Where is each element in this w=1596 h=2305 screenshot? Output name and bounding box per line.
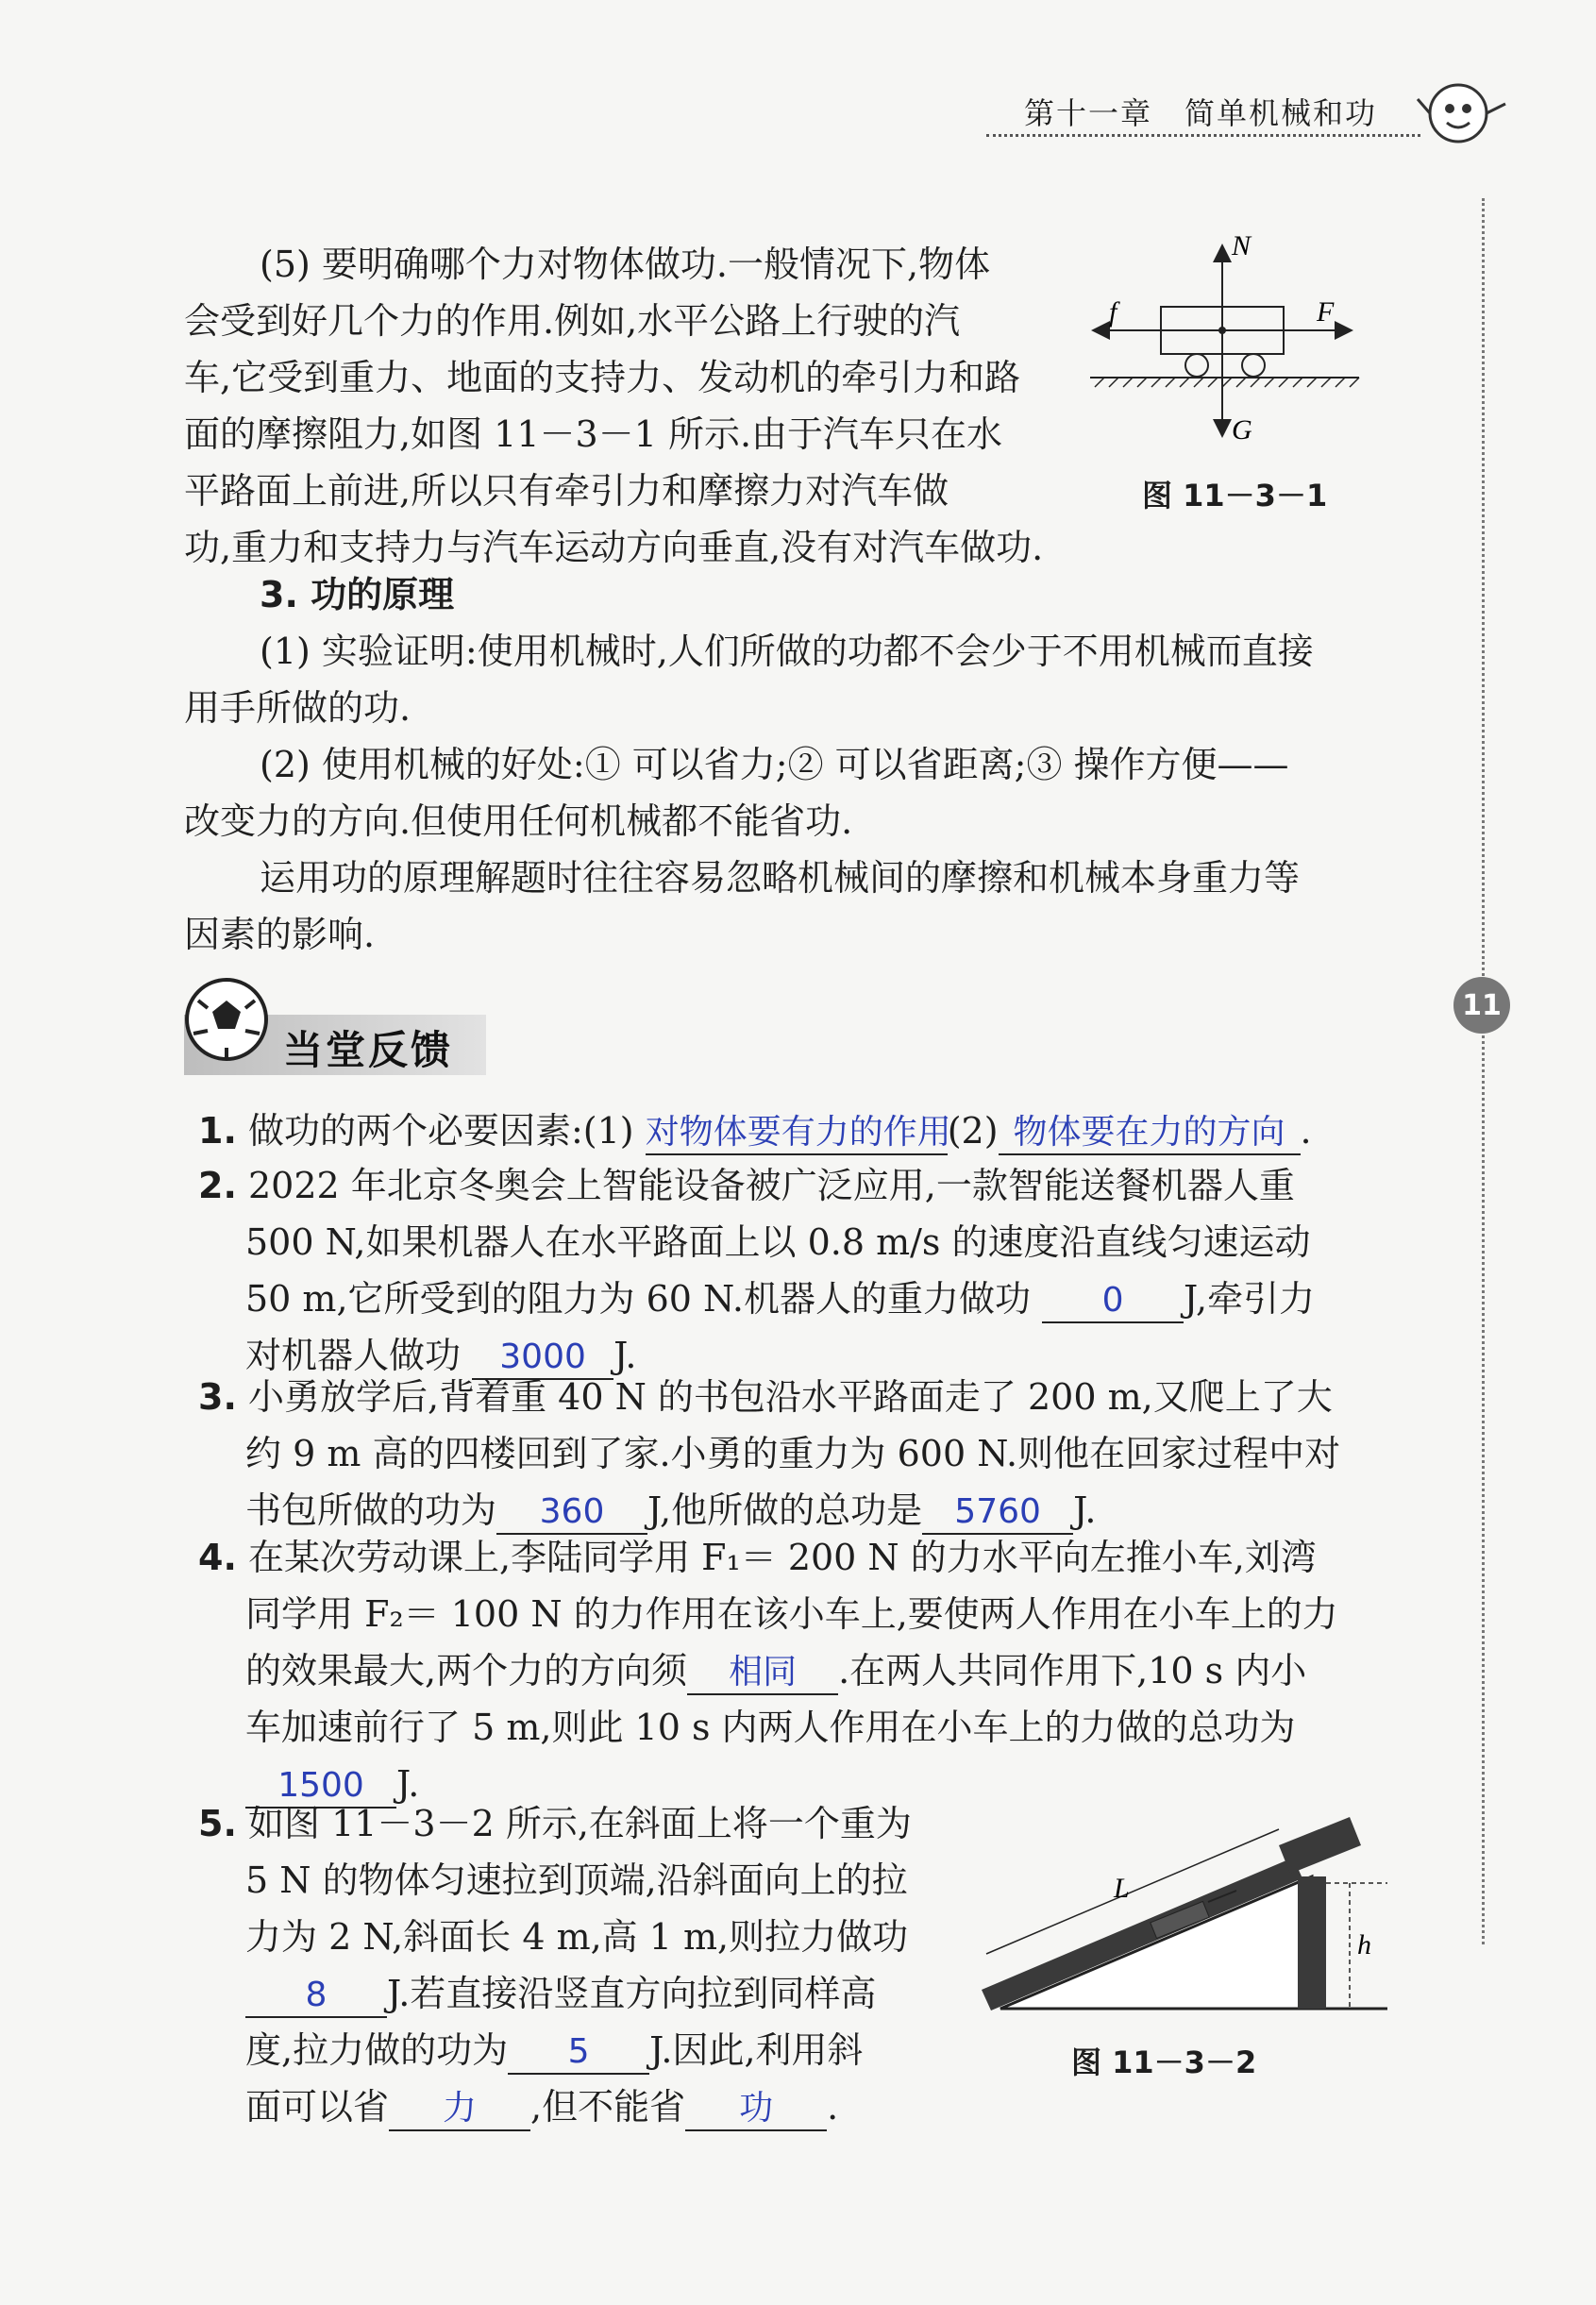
question-text: 对机器人做功	[245, 1335, 473, 1376]
question-text: 2022 年北京冬奥会上智能设备被广泛应用,一款智能送餐机器人重	[247, 1165, 1295, 1206]
answer-blank[interactable]: 对物体要有力的作用	[646, 1112, 948, 1155]
label-L: L	[1114, 1873, 1130, 1904]
question-text: 车加速前行了 5 m,则此 10 s 内两人作用在小车上的力做的总功为	[245, 1707, 1296, 1748]
chapter-title: 第十一章 简单机械和功	[1024, 95, 1378, 131]
question-text: 如图 11－3－2 所示,在斜面上将一个重为	[247, 1803, 912, 1844]
text-line: 因素的影响.	[184, 914, 376, 955]
question-text: 5 N 的物体匀速拉到顶端,沿斜面向上的拉	[245, 1859, 908, 1901]
question-text: 约 9 m 高的四楼回到了家.小勇的重力为 600 N.则他在回家过程中对	[245, 1433, 1341, 1474]
text-line: 车,它受到重力、地面的支持力、发动机的牵引力和路	[184, 357, 1021, 398]
question-text: 同学用 F₂＝ 100 N 的力作用在该小车上,要使两人作用在小车上的力	[245, 1593, 1338, 1635]
principle-paragraphs	[184, 623, 1314, 963]
question-2	[198, 1157, 1315, 1384]
question-number: 3.	[198, 1376, 237, 1418]
question-text: J.	[1073, 1489, 1097, 1531]
question-text: .	[1300, 1110, 1312, 1152]
question-text: 小勇放学后,背着重 40 N 的书包沿水平路面走了 200 m,又爬上了大	[247, 1376, 1333, 1418]
section-title: 当堂反馈	[283, 1027, 454, 1073]
text-line: 运用功的原理解题时往往容易忽略机械间的摩擦和机械本身重力等	[260, 857, 1301, 899]
question-number: 5.	[198, 1803, 237, 1844]
answer-blank[interactable]: 物体要在力的方向	[999, 1112, 1301, 1155]
question-text: 做功的两个必要因素:(1)	[247, 1110, 634, 1152]
question-5	[198, 1795, 912, 2135]
label-h: h	[1357, 1929, 1371, 1960]
question-4	[198, 1529, 1338, 1812]
text-line: (2) 使用机械的好处:① 可以省力;② 可以省距离;③ 操作方便——	[260, 744, 1289, 785]
text-line: 会受到好几个力的作用.例如,水平公路上行驶的汽	[184, 300, 961, 342]
soccer-ball-icon	[179, 972, 274, 1067]
text-line: 用手所做的功.	[184, 687, 412, 729]
text-line: 平路面上前进,所以只有牵引力和摩擦力对汽车做	[184, 470, 949, 512]
answer-blank[interactable]: 1500	[245, 1765, 396, 1809]
question-text: 书包所做的功为	[245, 1489, 497, 1531]
answer-blank[interactable]: 力	[389, 2088, 530, 2131]
answer-blank[interactable]: 0	[1042, 1280, 1184, 1323]
label-f: f	[1109, 296, 1117, 328]
answer-blank[interactable]: 360	[496, 1491, 647, 1535]
paragraph-5	[184, 236, 1043, 576]
question-number: 2.	[198, 1165, 237, 1206]
mascot-ball-icon	[1416, 71, 1510, 156]
figure-2-caption: 图 11－3－2	[1071, 2044, 1257, 2080]
question-text: 的效果最大,两个力的方向须	[245, 1650, 688, 1691]
answer-blank[interactable]: 功	[685, 2088, 827, 2131]
figure-car-forces	[1085, 236, 1369, 453]
question-text: 在某次劳动课上,李陆同学用 F₁＝ 200 N 的力水平向左推小车,刘湾	[247, 1537, 1317, 1578]
answer-blank[interactable]: 相同	[687, 1652, 838, 1695]
label-G: G	[1232, 414, 1252, 446]
question-text: J.	[613, 1335, 637, 1376]
page-number-badge: 11	[1453, 977, 1510, 1034]
label-F: F	[1317, 296, 1335, 328]
question-text: J.	[396, 1763, 420, 1805]
question-text: J,牵引力	[1184, 1278, 1316, 1320]
text-line: 面的摩擦阻力,如图 11－3－1 所示.由于汽车只在水	[184, 413, 1003, 455]
header-divider	[986, 134, 1420, 137]
label-N: N	[1232, 236, 1252, 261]
question-number: 4.	[198, 1537, 237, 1578]
question-text: 500 N,如果机器人在水平路面上以 0.8 m/s 的速度沿直线匀速运动	[245, 1221, 1311, 1263]
subsection-heading: 3. 功的原理	[260, 574, 455, 615]
text-line: 改变力的方向.但使用任何机械都不能省功.	[184, 800, 853, 842]
side-divider	[1482, 198, 1485, 1944]
answer-blank[interactable]: 5	[508, 2031, 649, 2075]
answer-blank[interactable]: 3000	[472, 1337, 613, 1380]
question-3	[198, 1369, 1340, 1539]
question-number: 1.	[198, 1110, 237, 1152]
question-text: J,他所做的总功是	[647, 1489, 923, 1531]
question-text: 50 m,它所受到的阻力为 60 N.机器人的重力做功	[245, 1278, 1043, 1320]
answer-blank[interactable]: 5760	[922, 1491, 1073, 1535]
text-line: 功,重力和支持力与汽车运动方向垂直,没有对汽车做功.	[184, 527, 1044, 568]
question-1	[198, 1102, 1312, 1159]
text-line: (5) 要明确哪个力对物体做功.一般情况下,物体	[260, 244, 991, 285]
question-text: (2)	[947, 1110, 999, 1152]
question-text: 面可以省	[245, 2086, 390, 2128]
question-text: ,但不能省	[530, 2086, 686, 2128]
question-text: .在两人共同作用下,10 s 内小	[838, 1650, 1307, 1691]
text-line: (1) 实验证明:使用机械时,人们所做的功都不会少于不用机械而直接	[260, 631, 1314, 672]
question-text: J.因此,利用斜	[649, 2029, 864, 2071]
question-text: 度,拉力做的功为	[245, 2029, 509, 2071]
figure-1-caption: 图 11－3－1	[1142, 478, 1328, 513]
figure-incline	[953, 1793, 1406, 2029]
question-text: .	[827, 2086, 839, 2128]
answer-blank[interactable]: 8	[245, 1975, 387, 2018]
question-text: 力为 2 N,斜面长 4 m,高 1 m,则拉力做功	[245, 1916, 909, 1958]
question-text: J.若直接沿竖直方向拉到同样高	[387, 1973, 877, 2014]
